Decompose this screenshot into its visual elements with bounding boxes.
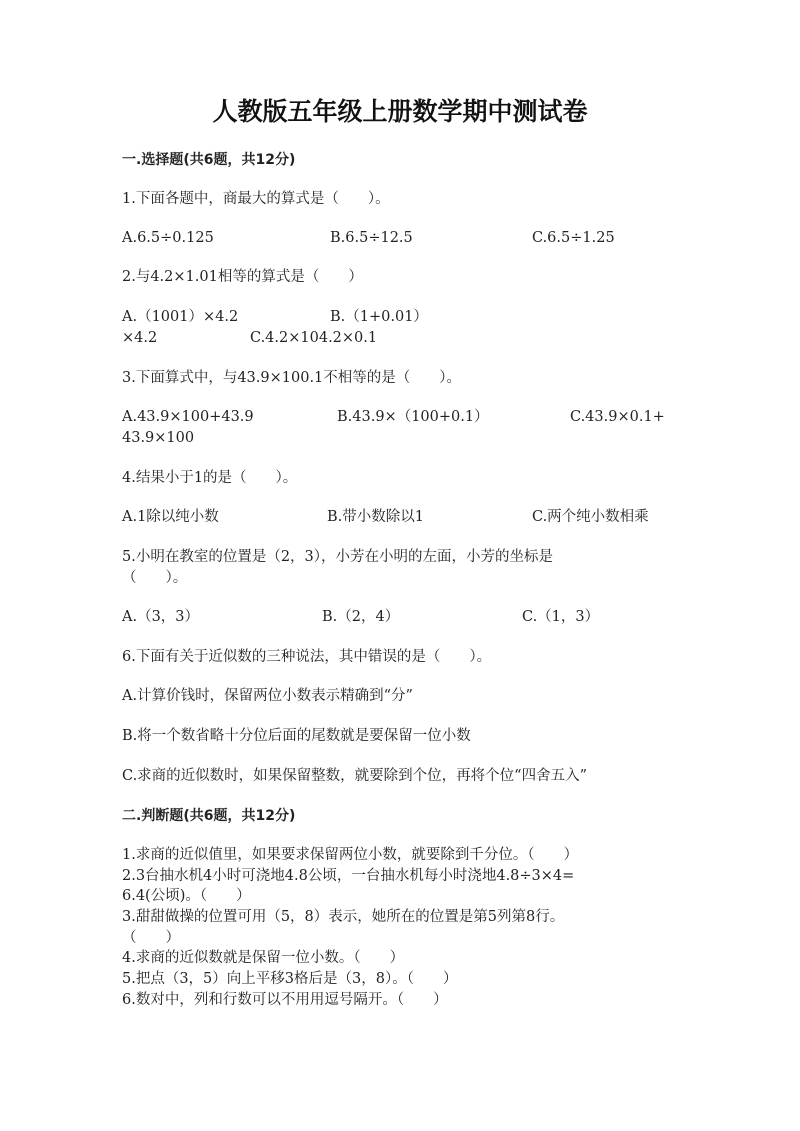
- question-2-option-b-continued: ×4.2: [122, 330, 158, 346]
- question-1-stem: 1.下面各题中，商最大的算式是（ ）。: [122, 191, 390, 207]
- judge-line-7: 5.把点（3，5）向上平移3格后是（3，8）。（ ）: [122, 971, 458, 987]
- section1-heading: 一.选择题(共6题，共12分): [122, 152, 296, 168]
- question-1-options: [122, 228, 702, 248]
- question-5-stem: 5.小明在教室的位置是（2，3），小芳在小明的左面，小芳的坐标是: [122, 549, 554, 565]
- question-3-option-b[interactable]: B.43.9×（100+0.1）: [337, 409, 489, 425]
- question-2-options: [122, 307, 702, 327]
- question-5-option-a[interactable]: A.（3，3）: [122, 609, 200, 625]
- question-6-option-c[interactable]: C.求商的近似数时，如果保留整数，就要除到个位，再将个位“四舍五入”: [122, 768, 588, 784]
- question-4-option-a[interactable]: A.1除以纯小数: [122, 509, 219, 525]
- judge-line-4: 3.甜甜做操的位置可用（5，8）表示，她所在的位置是第5列第8行。: [122, 909, 565, 925]
- question-4-option-b[interactable]: B.带小数除以1: [327, 509, 424, 525]
- question-1-option-a[interactable]: A.6.5÷0.125: [122, 230, 214, 246]
- question-3-option-c-continued: 43.9×100: [122, 430, 195, 446]
- question-2-option-b[interactable]: B.（1+0.01）: [330, 309, 428, 325]
- question-3-options: [122, 407, 702, 427]
- question-2-option-c[interactable]: C.4.2×104.2×0.1: [250, 330, 378, 346]
- question-3-option-a[interactable]: A.43.9×100+43.9: [122, 409, 254, 425]
- question-4-option-c[interactable]: C.两个纯小数相乘: [532, 509, 649, 525]
- question-1-option-b[interactable]: B.6.5÷12.5: [330, 230, 413, 246]
- question-6-stem: 6.下面有关于近似数的三种说法，其中错误的是（ ）。: [122, 649, 492, 665]
- judge-line-2: 2.3台抽水机4小时可浇地4.8公顷，一台抽水机每小时浇地4.8÷3×4=: [122, 868, 575, 884]
- question-5-option-b[interactable]: B.（2，4）: [322, 609, 400, 625]
- question-3-stem: 3.下面算式中，与43.9×100.1不相等的是（ ）。: [122, 370, 462, 386]
- question-4-options: [122, 507, 702, 527]
- page-title: 人教版五年级上册数学期中测试卷: [212, 97, 588, 126]
- judge-line-5: （ ）: [122, 930, 180, 946]
- question-3-option-c[interactable]: C.43.9×0.1+: [570, 409, 665, 425]
- question-4-stem: 4.结果小于1的是（ ）。: [122, 470, 298, 486]
- section2-heading: 二.判断题(共6题，共12分): [122, 808, 296, 824]
- question-2-options-line2: [122, 328, 702, 348]
- question-5-stem-continued: （ ）。: [122, 570, 188, 586]
- question-5-option-c[interactable]: C.（1，3）: [522, 609, 600, 625]
- question-1-option-c[interactable]: C.6.5÷1.25: [532, 230, 615, 246]
- question-6-option-a[interactable]: A.计算价钱时，保留两位小数表示精确到“分”: [122, 688, 413, 704]
- question-2-stem: 2.与4.2×1.01相等的算式是（ ）: [122, 269, 363, 285]
- question-5-options: [122, 607, 702, 627]
- question-2-option-a[interactable]: A.（1001）×4.2: [122, 309, 239, 325]
- question-6-option-b[interactable]: B.将一个数省略十分位后面的尾数就是要保留一位小数: [122, 728, 471, 744]
- judge-line-8: 6.数对中，列和行数可以不用用逗号隔开。（ ）: [122, 992, 448, 1008]
- judge-line-6: 4.求商的近似数就是保留一位小数。（ ）: [122, 950, 405, 966]
- judge-line-1: 1.求商的近似值里，如果要求保留两位小数，就要除到千分位。（ ）: [122, 847, 579, 863]
- judge-line-3: 6.4(公顷)。（ ）: [122, 888, 251, 904]
